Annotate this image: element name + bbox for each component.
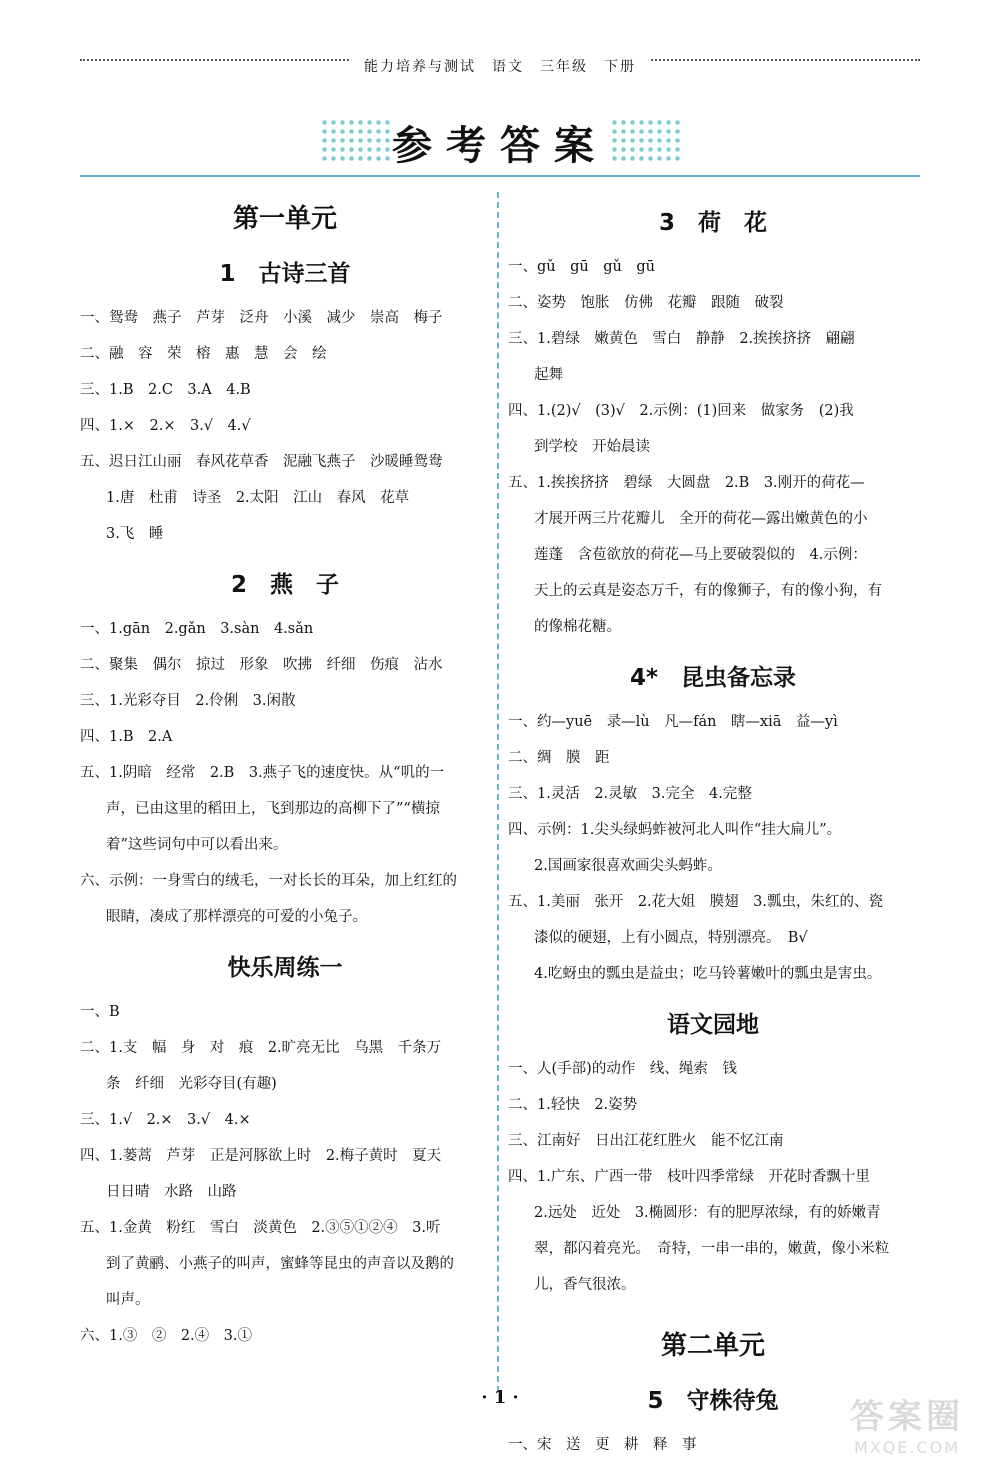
- unit-heading: 第一单元: [232, 204, 337, 234]
- answer-line: 2.远处 近处 3.椭圆形：有的肥厚浓绿，有的娇嫩青: [534, 1205, 881, 1221]
- answer-line: 莲蓬 含苞欲放的荷花—马上要破裂似的 4.示例：: [534, 547, 867, 563]
- answer-line: 三、1.碧绿 嫩黄色 雪白 静静 2.挨挨挤挤 翩翩: [508, 331, 855, 347]
- title-underline: [80, 175, 920, 177]
- page-title: 参考答案: [392, 122, 608, 169]
- answer-line: 一、鸳鸯 燕子 芦芽 泛舟 小溪 减少 崇高 梅子: [80, 310, 443, 326]
- answer-line: 3.飞 睡: [106, 526, 164, 542]
- answer-line: 日日晴 水路 山路: [106, 1184, 237, 1200]
- answer-line: 着”这些词句中可以看出来。: [106, 837, 288, 853]
- answer-line: 一、约—yuē 录—lù 凡—fán 瞎—xiā 益—yì: [508, 714, 838, 730]
- answer-line: 声，已由这里的稻田上，飞到那边的高柳下了”“横掠: [106, 801, 440, 817]
- answer-line: 五、1.美丽 张开 2.花大姐 膜翅 3.瓢虫，朱红的、瓷: [508, 894, 884, 910]
- answer-line: 条 纤细 光彩夺目(有趣): [106, 1076, 277, 1092]
- answer-line: 一、1.gān 2.gǎn 3.sàn 4.sǎn: [80, 621, 314, 637]
- answer-line: 五、迟日江山丽 春风花草香 泥融飞燕子 沙暖睡鸳鸯: [80, 454, 443, 470]
- answer-line: 1.唐 杜甫 诗圣 2.太阳 江山 春风 花草: [106, 490, 410, 506]
- unit-heading: 第二单元: [660, 1331, 765, 1361]
- answer-line: 三、1.光彩夺目 2.伶俐 3.闲散: [80, 693, 296, 709]
- title-banner: [320, 110, 680, 170]
- answer-line: 二、聚集 偶尔 掠过 形象 吹拂 纤细 伤痕 沾水: [80, 657, 443, 673]
- lesson-heading: 4* 昆虫备忘录: [629, 665, 797, 691]
- answer-line: 五、1.挨挨挤挤 碧绿 大圆盘 2.B 3.刚开的荷花—: [508, 475, 865, 491]
- lesson-heading: 语文园地: [667, 1012, 759, 1038]
- dot-pattern-left: [320, 118, 390, 162]
- lesson-heading: 快乐周练一: [227, 955, 343, 981]
- page-number: · 1 ·: [481, 1387, 519, 1408]
- answer-line: 漆似的硬翅，上有小圆点，特别漂亮。 B√: [534, 930, 808, 946]
- answer-line: 二、绸 膜 距: [508, 750, 610, 766]
- right-column: [508, 190, 918, 1463]
- dot-pattern-right: [610, 118, 680, 162]
- answer-line: 二、融 容 荣 榕 惠 慧 会 绘: [80, 346, 327, 362]
- answer-line: 眼睛，凑成了那样漂亮的可爱的小兔子。: [106, 909, 367, 925]
- answer-line: 六、示例：一身雪白的绒毛，一对长长的耳朵，加上红红的: [80, 873, 457, 889]
- lesson-heading: 1 古诗三首: [219, 261, 351, 287]
- answer-line: 三、1.灵活 2.灵敏 3.完全 4.完整: [508, 786, 752, 802]
- answer-line: 天上的云真是姿态万千，有的像狮子，有的像小狗，有: [534, 583, 882, 599]
- answer-line: 一、B: [80, 1004, 120, 1020]
- answer-line: 三、1.√ 2.× 3.√ 4.×: [80, 1112, 251, 1128]
- answer-line: 五、1.金黄 粉红 雪白 淡黄色 2.③⑤①②④ 3.听: [80, 1220, 441, 1236]
- answer-line: 4.吃蚜虫的瓢虫是益虫；吃马铃薯嫩叶的瓢虫是害虫。: [534, 966, 882, 982]
- answer-line: 五、1.阴暗 经常 2.B 3.燕子飞的速度快。从“叽的一: [80, 765, 445, 781]
- answer-line: 一、宋 送 更 耕 释 事: [508, 1437, 697, 1453]
- lesson-heading: 2 燕 子: [230, 572, 339, 598]
- answer-line: 四、1.B 2.A: [80, 729, 173, 745]
- lesson-heading: 5 守株待兔: [647, 1388, 779, 1414]
- lesson-heading: 3 荷 花: [658, 210, 767, 236]
- watermark-logo: [832, 1389, 982, 1459]
- answer-line: 三、江南好 日出江花红胜火 能不忆江南: [508, 1133, 784, 1149]
- answer-line: 六、1.③ ② 2.④ 3.①: [80, 1328, 253, 1344]
- answer-line: 四、1.广东、广西一带 枝叶四季常绿 开花时香飘十里: [508, 1169, 870, 1185]
- answer-line: 四、1.× 2.× 3.√ 4.√: [80, 418, 251, 434]
- answer-line: 的像棉花糖。: [534, 619, 621, 635]
- watermark-url: MXQE.COM: [853, 1438, 961, 1457]
- answer-line: 叫声。: [106, 1292, 150, 1308]
- answer-line: 儿，香气很浓。: [534, 1277, 636, 1293]
- answer-line: 二、1.轻快 2.姿势: [508, 1097, 638, 1113]
- column-divider: [497, 192, 499, 1392]
- answer-line: 到学校 开始晨读: [534, 439, 650, 455]
- answer-line: 二、1.支 幅 身 对 痕 2.旷亮无比 乌黑 千条万: [80, 1040, 442, 1056]
- answer-line: 起舞: [534, 367, 563, 383]
- answer-line: 四、1.(2)√ (3)√ 2.示例：(1)回来 做家务 (2)我: [508, 403, 854, 419]
- watermark-text: 答案圈: [850, 1397, 964, 1437]
- answer-line: 三、1.B 2.C 3.A 4.B: [80, 382, 251, 398]
- answer-line: 2.国画家很喜欢画尖头蚂蚱。: [534, 858, 722, 874]
- answer-line: 才展开两三片花瓣儿 全开的荷花—露出嫩黄色的小: [534, 511, 868, 527]
- answer-line: 四、示例：1.尖头绿蚂蚱被河北人叫作“挂大扁儿”。: [508, 822, 842, 838]
- running-header: 能力培养与测试 语文 三年级 下册: [350, 58, 650, 76]
- answer-line: 四、1.蒌蒿 芦芽 正是河豚欲上时 2.梅子黄时 夏天: [80, 1148, 442, 1164]
- answer-line: 翠，都闪着亮光。 奇特，一串一串的，嫩黄，像小米粒: [534, 1241, 890, 1257]
- answer-line: 一、人(手部)的动作 线、绳索 钱: [508, 1061, 737, 1077]
- answer-line: 到了黄鹂、小燕子的叫声，蜜蜂等昆虫的声音以及鹅的: [106, 1256, 454, 1272]
- answer-line: 一、gǔ gū gǔ gū: [508, 259, 655, 275]
- left-column: [80, 190, 490, 1354]
- answer-line: 二、姿势 饱胀 仿佛 花瓣 跟随 破裂: [508, 295, 784, 311]
